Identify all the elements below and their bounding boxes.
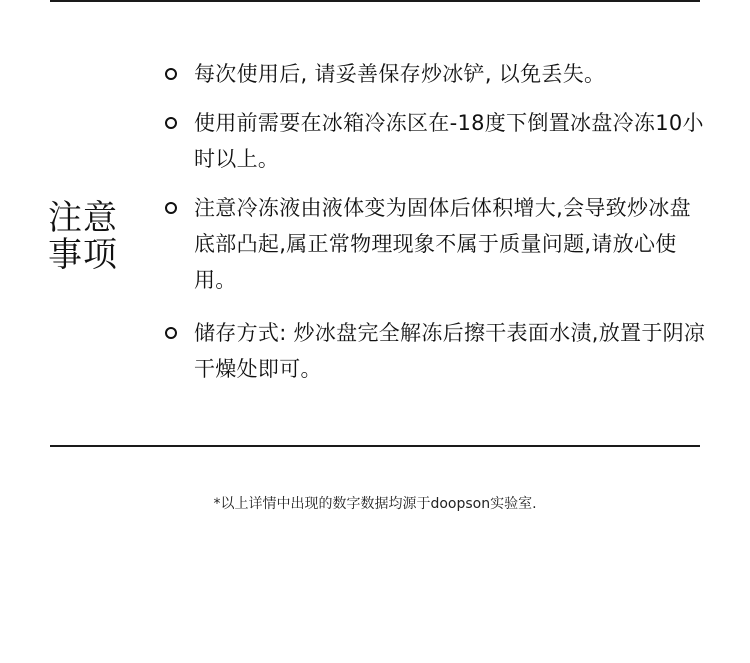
bottom-divider	[50, 445, 700, 447]
note-text: 使用前需要在冰箱冷冻区在-18度下倒置冰盘冷冻10小时以上。	[194, 111, 704, 171]
section-heading	[48, 200, 128, 274]
section-heading-line-1: 注意	[48, 198, 118, 239]
note-item	[162, 105, 707, 177]
note-text: 储存方式: 炒冰盘完全解冻后擦干表面水渍,放置于阴凉干燥处即可。	[194, 321, 706, 381]
circle-bullet-icon	[165, 327, 177, 339]
notes-list	[162, 56, 707, 387]
note-item	[162, 190, 707, 298]
top-divider	[50, 0, 700, 2]
note-item	[162, 315, 707, 387]
note-item	[162, 56, 707, 92]
note-text: 注意冷冻液由液体变为固体后体积增大,会导致炒冰盘底部凸起,属正常物理现象不属于质量问题,请放心使用。	[194, 196, 691, 292]
footnote: *以上详情中出现的数字数据均源于doopson实验室.	[213, 496, 537, 512]
note-text: 每次使用后, 请妥善保存炒冰铲, 以免丢失。	[194, 62, 606, 86]
circle-bullet-icon	[165, 117, 177, 129]
section-heading-line-2: 事项	[48, 235, 118, 276]
circle-bullet-icon	[165, 68, 177, 80]
circle-bullet-icon	[165, 202, 177, 214]
